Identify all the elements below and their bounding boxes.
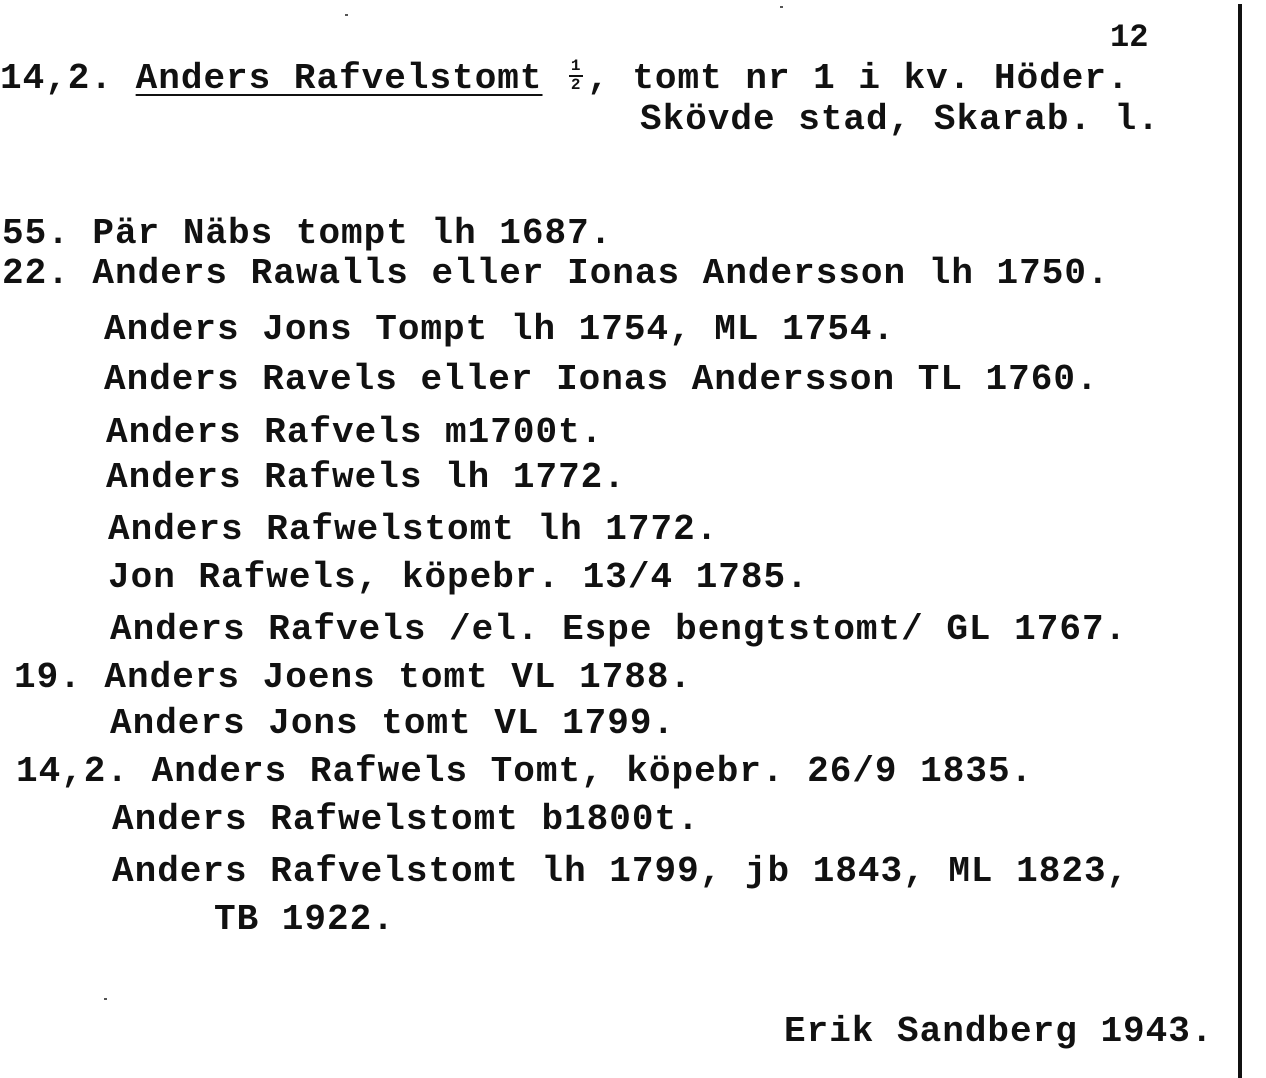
header-fraction (565, 58, 587, 94)
header-number: 14,2. (0, 58, 114, 99)
entry-line: TB 1922. (214, 899, 395, 940)
entry-line: 22. Anders Rawalls eller Ionas Andersson lh 1750. (2, 253, 1110, 294)
entry-line: 14,2. Anders Rafwels Tomt, köpebr. 26/9 1835. (16, 751, 1034, 792)
header-location: Skövde stad, Skarab. l. (640, 99, 1160, 140)
entry-line: Jon Rafwels, köpebr. 13/4 1785. (108, 557, 809, 598)
entry-line: 55. Pär Näbs tompt lh 1687. (2, 213, 613, 254)
entry-line: Anders Rafvelstomt lh 1799, jb 1843, ML 1823, (112, 851, 1130, 892)
entry-line: Anders Rafvels /el. Espe bengtstomt/ GL 1767. (110, 609, 1128, 650)
entry-line: Anders Rafvels m1700t. (106, 412, 604, 453)
dust-speck (104, 998, 107, 1000)
entry-line: 19. Anders Joens tomt VL 1788. (14, 657, 693, 698)
signature: Erik Sandberg 1943. (784, 1011, 1214, 1052)
fraction-numerator: 1 (570, 57, 582, 75)
dust-speck (780, 6, 783, 8)
header-rest: , tomt nr 1 i kv. Höder. (587, 58, 1130, 99)
fraction-denominator: 2 (570, 76, 582, 94)
entry-line: Anders Rafwelstomt b1800t. (112, 799, 700, 840)
entry-line: Anders Jons Tompt lh 1754, ML 1754. (104, 309, 896, 350)
entry-line: Anders Ravels eller Ionas Andersson TL 1760. (104, 359, 1099, 400)
header-name: Anders Rafvelstomt (135, 58, 543, 99)
entry-line: Anders Jons tomt VL 1799. (110, 703, 676, 744)
dust-speck (345, 14, 348, 16)
entry-line: Anders Rafwelstomt lh 1772. (108, 509, 719, 550)
card-header-line (0, 58, 1130, 99)
header-superscript: 12 (1110, 19, 1149, 56)
card-edge-line (1238, 4, 1242, 1078)
entry-line: Anders Rafwels lh 1772. (106, 457, 626, 498)
